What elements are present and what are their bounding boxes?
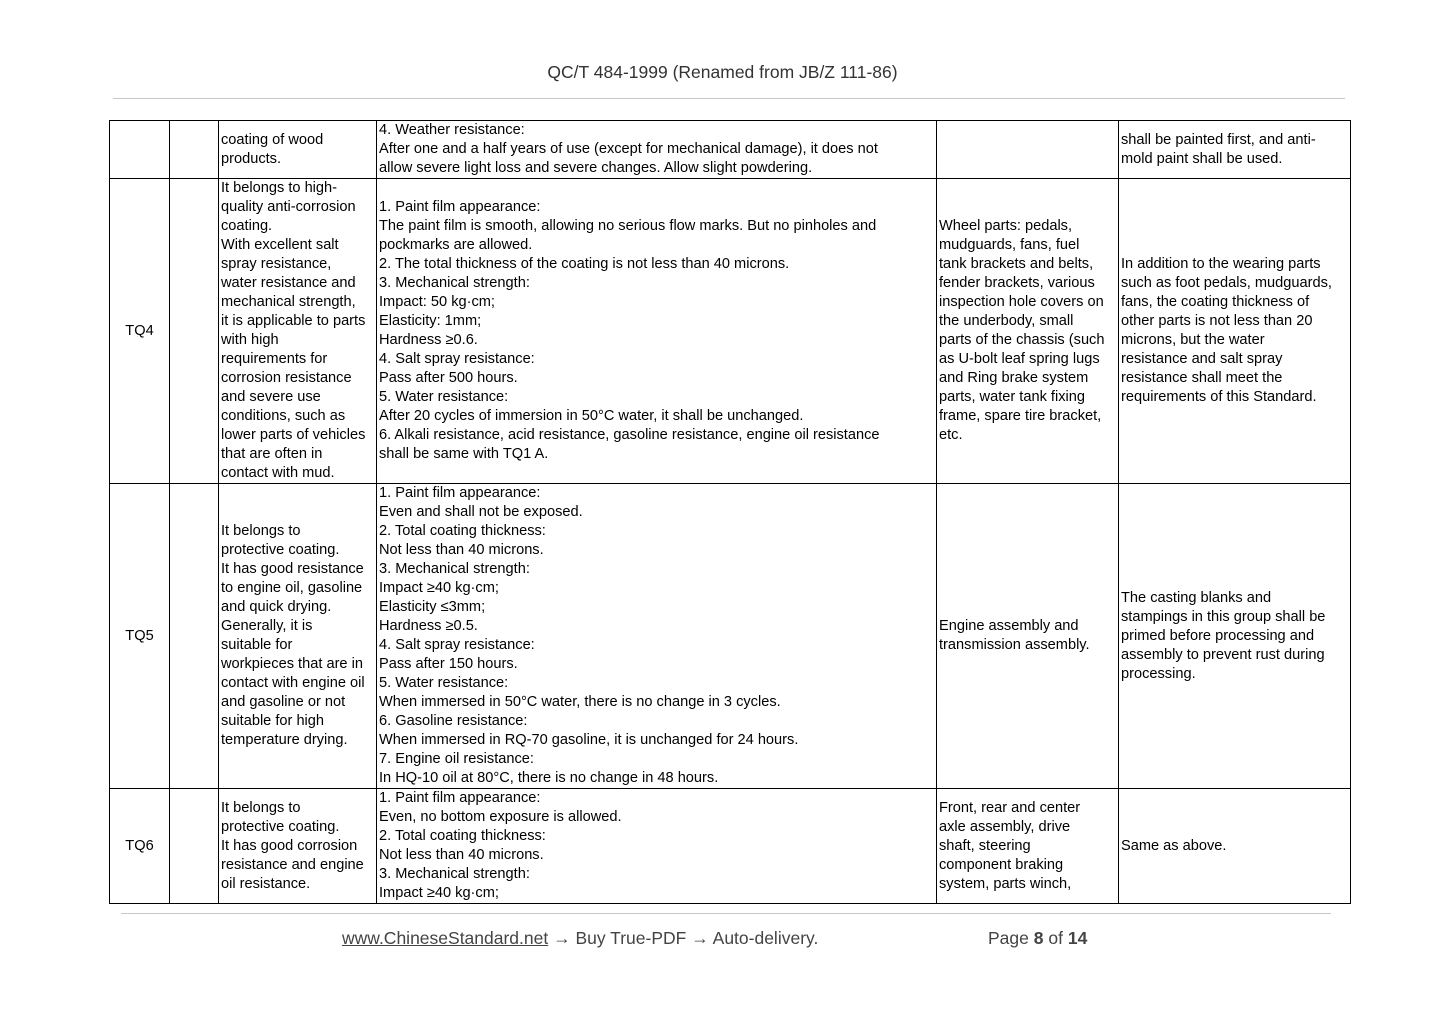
arrow-right-icon: → — [691, 928, 709, 948]
page-label: Page — [988, 928, 1029, 948]
characteristics-cell: It belongs to protective coating. It has good resistance to engine oil, gasoline and quick drying. Generally, it is suitable for workpieces that are in contact with engine oil and gasoline or not suitable for high temperature drying. — [219, 484, 377, 789]
header-divider — [113, 98, 1345, 99]
characteristics-cell: coating of wood products. — [219, 121, 377, 179]
blank-cell — [170, 789, 219, 904]
requirements-cell: 1. Paint film appearance: The paint film is smooth, allowing no serious flow marks. But no pinholes and pockmarks are allowed. 2. The total thickness of the coating is not less than 40 microns. 3. Mechanical strength: Impact: 50 kg·cm; Elasticity: 1mm; Hardness ≥0.6. 4. Salt spray resistance: Pass after 500 hours. 5. Water resistance: After 20 cycles of immersion in 50°C water, it shall be unchanged. 6. Alkali resistance, acid resistance, gasoline resistance, engine oil resistance shall be same with TQ1 A. — [377, 179, 937, 484]
notes-cell: The casting blanks and stampings in this group shall be primed before processing and assembly to prevent rust during processing. — [1119, 484, 1351, 789]
notes-cell: In addition to the wearing parts such as foot pedals, mudguards, fans, the coating thickness of other parts is not less than 20 microns, but the water resistance and salt spray resistance shall meet the requirements of this Standard. — [1119, 179, 1351, 484]
characteristics-cell: It belongs to high- quality anti-corrosion coating. With excellent salt spray resistance, water resistance and mechanical strength, it is applicable to parts with high requirements for corrosion resistance and severe use conditions, such as lower parts of vehicles that are often in contact with mud. — [219, 179, 377, 484]
requirements-cell: 1. Paint film appearance: Even and shall not be exposed. 2. Total coating thickness: Not less than 40 microns. 3. Mechanical strength: Impact ≥40 kg·cm; Elasticity ≤3mm; Hardness ≥0.5. 4. Salt spray resistance: Pass after 150 hours. 5. Water resistance: When immersed in 50°C water, there is no change in 3 cycles. 6. Gasoline resistance: When immersed in RQ-70 gasoline, it is unchanged for 24 hours. 7. Engine oil resistance: In HQ-10 oil at 80°C, there is no change in 48 hours. — [377, 484, 937, 789]
group-code-cell: TQ4 — [110, 179, 170, 484]
application-cell: Engine assembly and transmission assembly. — [937, 484, 1119, 789]
group-code-cell: TQ6 — [110, 789, 170, 904]
notes-cell: shall be painted first, and anti- mold paint shall be used. — [1119, 121, 1351, 179]
table-row — [110, 121, 1351, 179]
application-cell: Wheel parts: pedals, mudguards, fans, fuel tank brackets and belts, fender brackets, various inspection hole covers on the underbody, small parts of the chassis (such as U-bolt leaf spring lugs and Ring brake system parts, water tank fixing frame, spare tire bracket, etc. — [937, 179, 1119, 484]
characteristics-cell: It belongs to protective coating. It has good corrosion resistance and engine oil resistance. — [219, 789, 377, 904]
page-of-label: of — [1048, 928, 1063, 948]
group-code-cell — [110, 121, 170, 179]
page-current: 8 — [1033, 928, 1044, 948]
footer-links — [342, 928, 818, 949]
table-row — [110, 179, 1351, 484]
arrow-right-icon: → — [553, 928, 571, 948]
blank-cell — [170, 179, 219, 484]
page-number — [988, 928, 1087, 949]
blank-cell — [170, 121, 219, 179]
group-code-cell: TQ5 — [110, 484, 170, 789]
blank-cell — [170, 484, 219, 789]
specification-table — [109, 120, 1351, 904]
application-cell — [937, 121, 1119, 179]
website-link[interactable]: www.ChineseStandard.net — [342, 928, 549, 948]
page-total: 14 — [1067, 928, 1088, 948]
page-header-title: QC/T 484-1999 (Renamed from JB/Z 111-86) — [547, 62, 898, 82]
buy-pdf-text: Buy True-PDF — [575, 928, 687, 948]
auto-delivery-text: Auto-delivery. — [712, 928, 819, 948]
table-row — [110, 789, 1351, 904]
requirements-cell: 4. Weather resistance: After one and a half years of use (except for mechanical damage), it does not allow severe light loss and severe changes. Allow slight powdering. — [377, 121, 937, 179]
footer-divider — [121, 913, 1331, 914]
notes-cell: Same as above. — [1119, 789, 1351, 904]
requirements-cell: 1. Paint film appearance: Even, no bottom exposure is allowed. 2. Total coating thickness: Not less than 40 microns. 3. Mechanical strength: Impact ≥40 kg·cm; — [377, 789, 937, 904]
application-cell: Front, rear and center axle assembly, drive shaft, steering component braking system, parts winch, — [937, 789, 1119, 904]
table-row — [110, 484, 1351, 789]
